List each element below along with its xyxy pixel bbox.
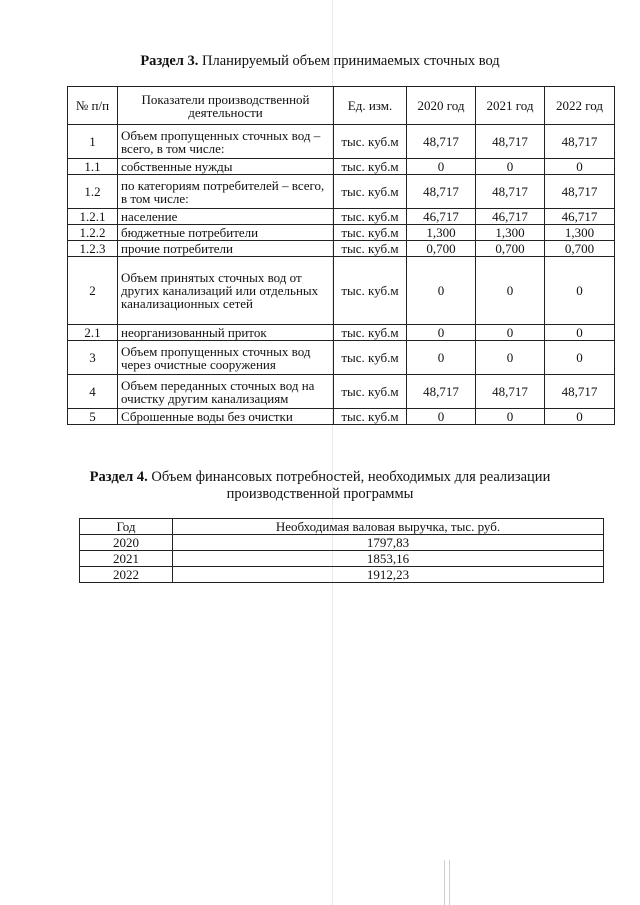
row-value-2022: 48,717 [545, 375, 615, 409]
section4-title-text: Объем финансовых потребностей, необходимых для реализации [151, 469, 551, 485]
table-row [68, 209, 615, 225]
row-indicator: Объем пропущенных сточных вод через очистные сооружения [118, 341, 334, 375]
header-cell: Год [80, 519, 173, 535]
row-unit: тыс. куб.м [334, 375, 407, 409]
row-value-2020: 0 [407, 159, 476, 175]
row-unit: тыс. куб.м [334, 159, 407, 175]
row-unit: тыс. куб.м [334, 225, 407, 241]
row-value-2020: 46,717 [407, 209, 476, 225]
row-number: 5 [68, 409, 118, 425]
row-value-2020: 48,717 [407, 125, 476, 159]
table-row [68, 225, 615, 241]
table-row [80, 567, 604, 583]
row-unit: тыс. куб.м [334, 409, 407, 425]
row-value-2021: 48,717 [476, 175, 545, 209]
table-row [68, 241, 615, 257]
wastewater-volume-table [67, 86, 615, 425]
row-year: 2020 [80, 535, 173, 551]
row-value-2021: 0 [476, 409, 545, 425]
row-number: 1.2 [68, 175, 118, 209]
row-unit: тыс. куб.м [334, 257, 407, 325]
row-unit: тыс. куб.м [334, 341, 407, 375]
header-cell: Показатели производственной деятельности [118, 87, 334, 125]
row-value-2021: 48,717 [476, 375, 545, 409]
row-indicator: население [118, 209, 334, 225]
header-cell: 2020 год [407, 87, 476, 125]
row-value-2021: 0,700 [476, 241, 545, 257]
scan-artifact-line [449, 860, 450, 905]
row-unit: тыс. куб.м [334, 209, 407, 225]
row-value-2022: 1,300 [545, 225, 615, 241]
row-value-2020: 48,717 [407, 175, 476, 209]
row-value-2022: 0,700 [545, 241, 615, 257]
row-value-2022: 48,717 [545, 175, 615, 209]
table-header-row [68, 87, 615, 125]
row-number: 1.2.1 [68, 209, 118, 225]
section4-heading [0, 469, 640, 503]
table-row [68, 325, 615, 341]
table-row [80, 551, 604, 567]
table-row [68, 159, 615, 175]
section4-title-line2: производственной программы [226, 486, 414, 502]
row-value-2022: 0 [545, 409, 615, 425]
row-value-2022: 0 [545, 325, 615, 341]
row-value-2020: 1,300 [407, 225, 476, 241]
row-value-2020: 48,717 [407, 375, 476, 409]
table-row [68, 341, 615, 375]
row-value-2022: 0 [545, 341, 615, 375]
row-value-2021: 46,717 [476, 209, 545, 225]
section3-heading [0, 53, 640, 70]
row-indicator: неорганизованный приток [118, 325, 334, 341]
row-value-2021: 0 [476, 159, 545, 175]
header-cell: 2022 год [545, 87, 615, 125]
row-value-2021: 0 [476, 325, 545, 341]
section4-title-line1 [0, 469, 640, 486]
table-header-row [80, 519, 604, 535]
row-indicator: Объем переданных сточных вод на очистку другим канализациям [118, 375, 334, 409]
row-unit: тыс. куб.м [334, 175, 407, 209]
row-number: 3 [68, 341, 118, 375]
row-year: 2022 [80, 567, 173, 583]
header-cell: Ед. изм. [334, 87, 407, 125]
row-number: 4 [68, 375, 118, 409]
financial-needs-table [79, 518, 604, 583]
section3-number: Раздел 3. [140, 53, 199, 69]
row-indicator: бюджетные потребители [118, 225, 334, 241]
row-value-2022: 0 [545, 159, 615, 175]
section3-title: Планируемый объем принимаемых сточных вод [202, 53, 500, 69]
row-indicator: Объем пропущенных сточных вод – всего, в том числе: [118, 125, 334, 159]
row-unit: тыс. куб.м [334, 325, 407, 341]
row-indicator: собственные нужды [118, 159, 334, 175]
row-indicator: Сброшенные воды без очистки [118, 409, 334, 425]
row-value-2020: 0 [407, 325, 476, 341]
row-value-2021: 0 [476, 257, 545, 325]
row-value-2022: 46,717 [545, 209, 615, 225]
row-number: 2 [68, 257, 118, 325]
row-number: 1 [68, 125, 118, 159]
row-value-2021: 0 [476, 341, 545, 375]
row-number: 1.1 [68, 159, 118, 175]
header-cell: № п/п [68, 87, 118, 125]
row-number: 1.2.3 [68, 241, 118, 257]
header-cell: Необходимая валовая выручка, тыс. руб. [173, 519, 604, 535]
table-row [80, 535, 604, 551]
section4-number: Раздел 4. [89, 469, 148, 485]
header-cell: 2021 год [476, 87, 545, 125]
scan-artifact-line [444, 860, 445, 905]
table-row [68, 257, 615, 325]
row-number: 2.1 [68, 325, 118, 341]
row-revenue: 1912,23 [173, 567, 604, 583]
row-value-2020: 0 [407, 257, 476, 325]
row-value-2020: 0,700 [407, 241, 476, 257]
row-value-2020: 0 [407, 341, 476, 375]
row-value-2022: 0 [545, 257, 615, 325]
row-indicator: Объем принятых сточных вод от других канализаций или отдельных канализационных сетей [118, 257, 334, 325]
row-value-2021: 1,300 [476, 225, 545, 241]
row-unit: тыс. куб.м [334, 241, 407, 257]
row-number: 1.2.2 [68, 225, 118, 241]
row-value-2021: 48,717 [476, 125, 545, 159]
row-indicator: по категориям потребителей – всего, в том числе: [118, 175, 334, 209]
table-row [68, 409, 615, 425]
table-row [68, 125, 615, 159]
row-revenue: 1853,16 [173, 551, 604, 567]
row-revenue: 1797,83 [173, 535, 604, 551]
row-year: 2021 [80, 551, 173, 567]
table-row [68, 375, 615, 409]
row-value-2020: 0 [407, 409, 476, 425]
row-value-2022: 48,717 [545, 125, 615, 159]
table-row [68, 175, 615, 209]
row-indicator: прочие потребители [118, 241, 334, 257]
row-unit: тыс. куб.м [334, 125, 407, 159]
